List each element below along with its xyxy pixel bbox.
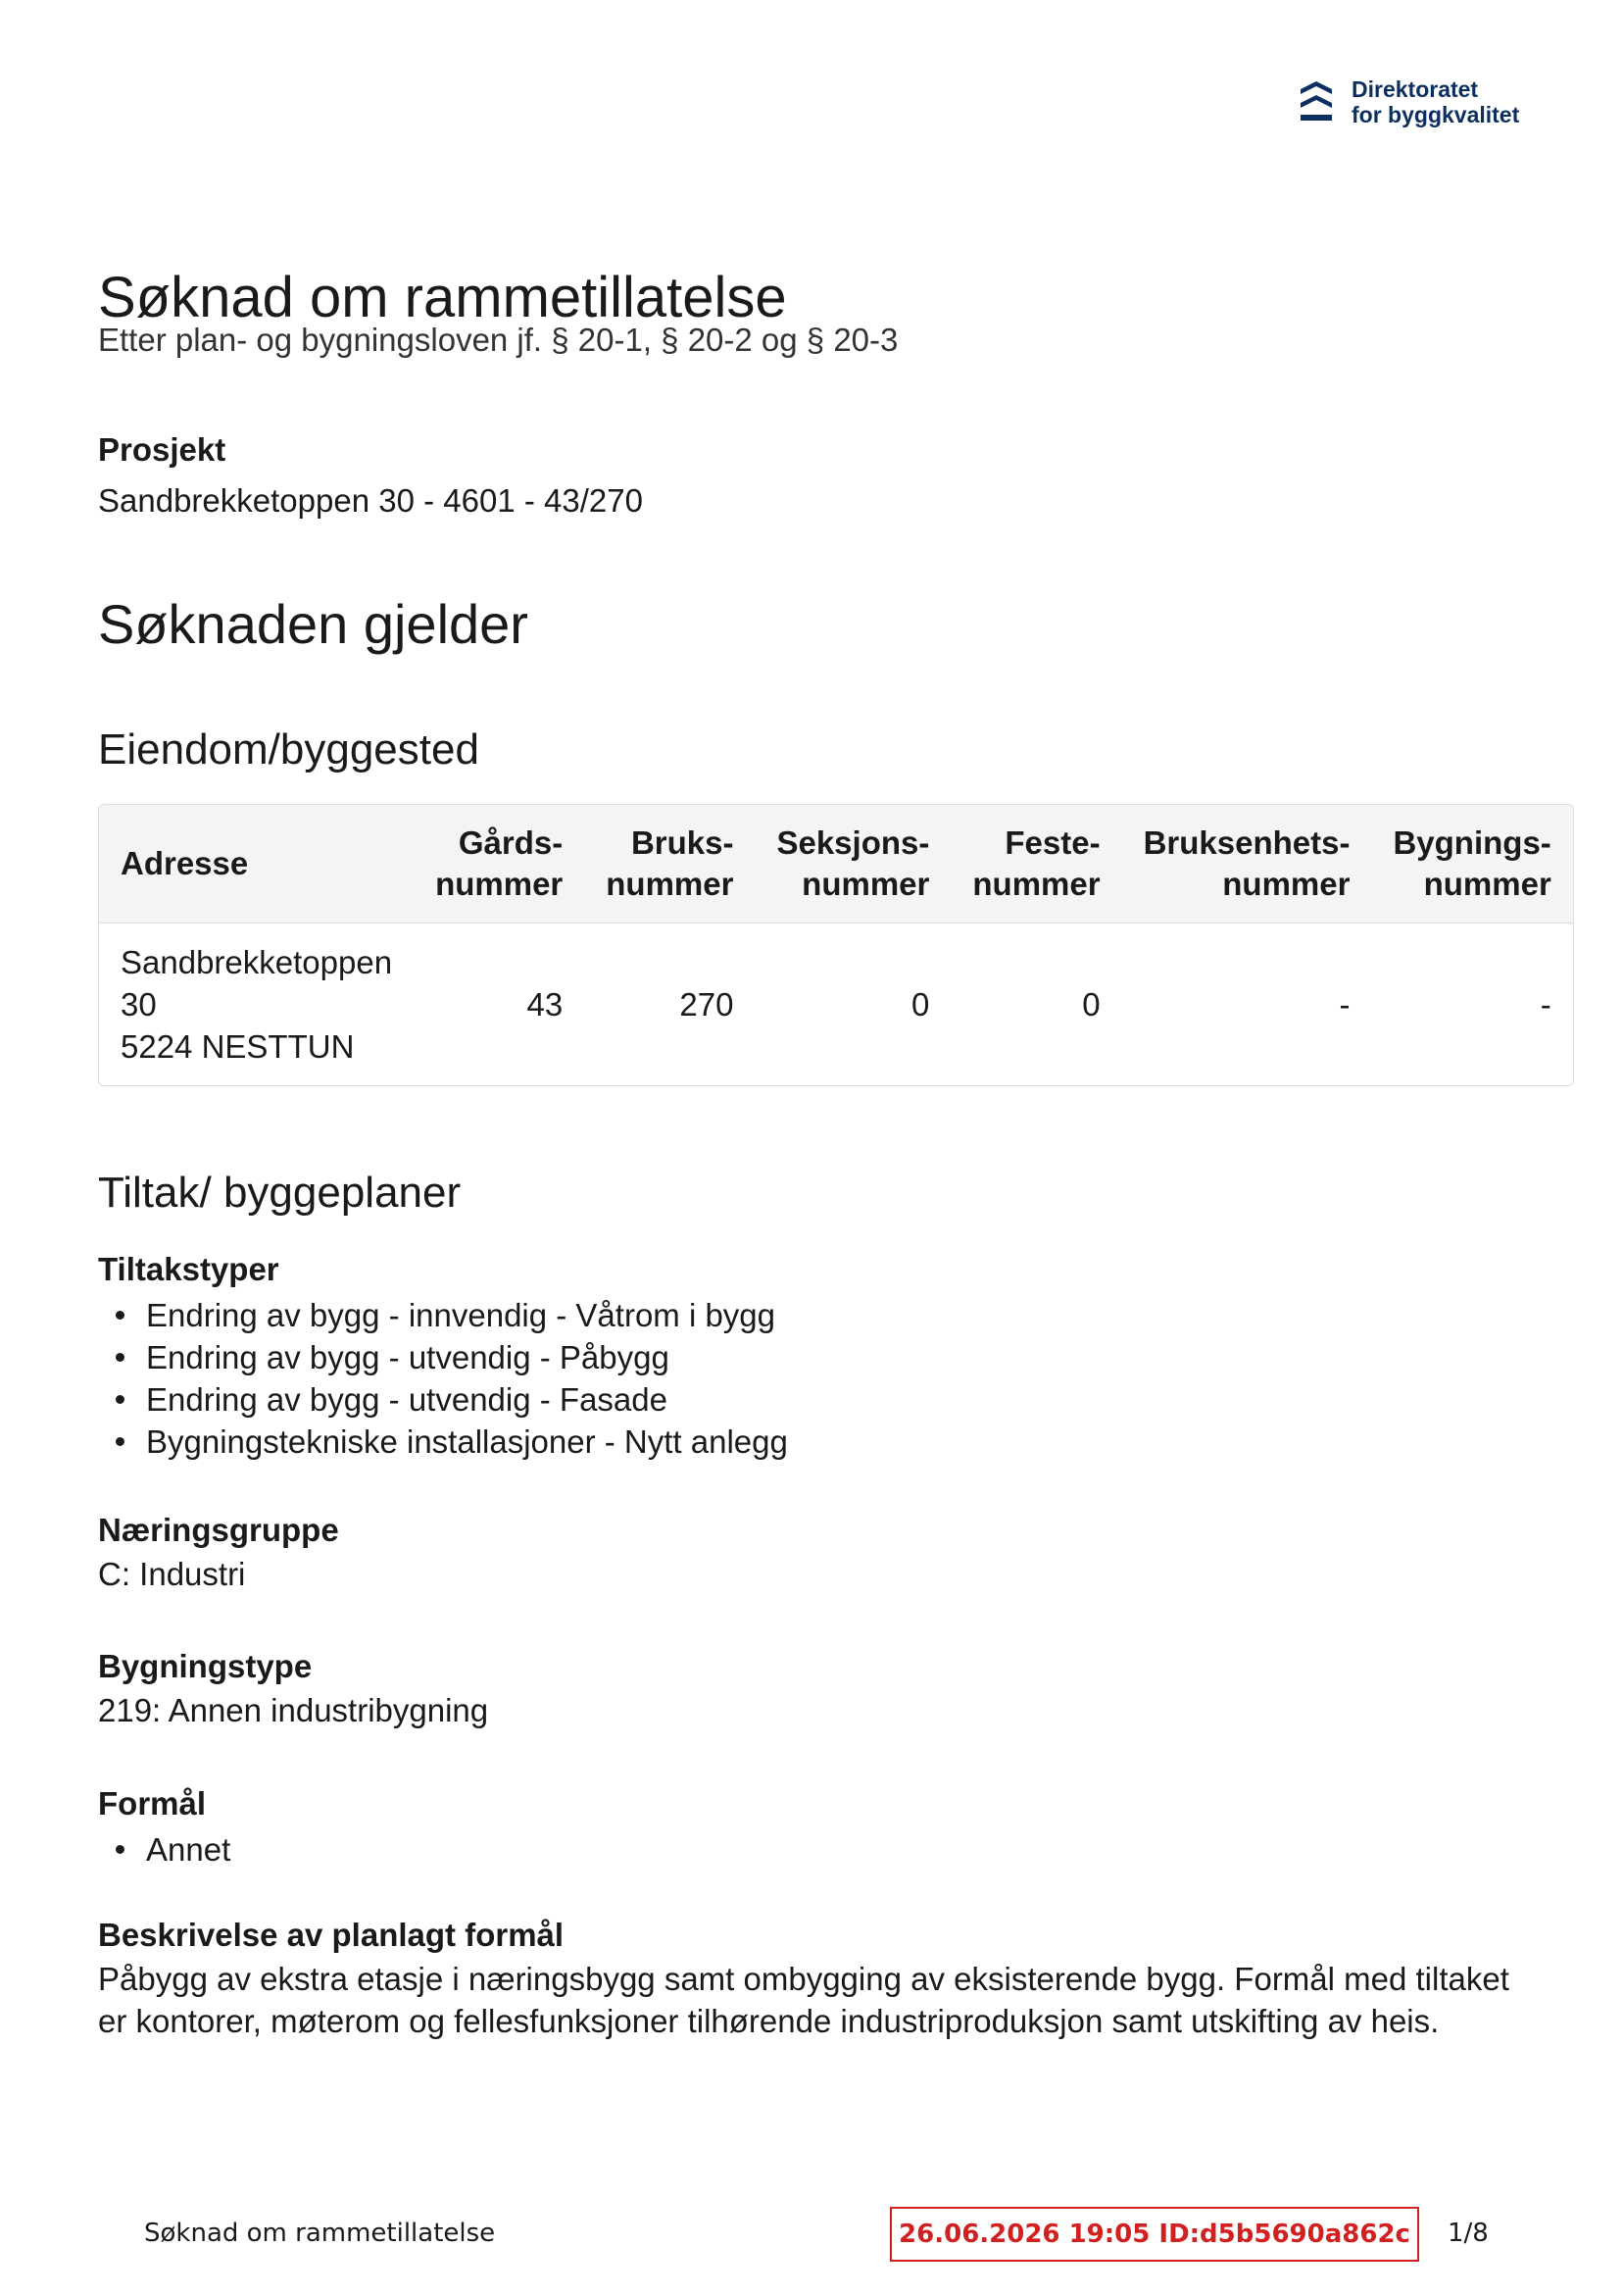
timestamp-id-stamp: 26.06.2026 19:05 ID:d5b5690a862c: [890, 2207, 1419, 2262]
bygningstype-value: 219: Annen industribygning: [98, 1692, 489, 1728]
project-value: Sandbrekketoppen 30 - 4601 - 43/270: [98, 482, 643, 519]
bygningstype-label: Bygningstype: [98, 1648, 313, 1684]
tiltakstyper-block: [98, 1251, 1533, 1463]
project-label: Prosjekt: [98, 431, 226, 468]
list-item: Endring av bygg - utvendig - Fasade: [146, 1378, 1533, 1421]
table-row: [99, 923, 1573, 1085]
property-table: [98, 804, 1574, 1086]
header-bygningsnummer: Bygnings- nummer: [1371, 805, 1572, 923]
logo-text: [1352, 76, 1519, 127]
list-item: Bygningstekniske installasjoner - Nytt anlegg: [146, 1421, 1533, 1463]
cell-bruksenhetsnummer: -: [1339, 986, 1351, 1023]
beskrivelse-value: Påbygg av ekstra etasje i næringsbygg samt ombygging av eksisterende bygg. Formål med tiltaket er kontorer, møterom og fellesfunksjoner tilhørende industriproduksjon samt utskifting av heis.: [98, 1961, 1509, 2039]
naeringsgruppe-value: C: Industri: [98, 1556, 246, 1592]
project-block: [98, 431, 643, 520]
cell-seksjonsnummer: 0: [911, 986, 930, 1023]
cell-bruksnummer: 270: [679, 986, 734, 1023]
list-item: Endring av bygg - innvendig - Våtrom i bygg: [146, 1294, 1533, 1336]
beskrivelse-block: [98, 1917, 1533, 2042]
document-title: Søknad om rammetillatelse: [98, 266, 787, 329]
header-festenummer: Feste- nummer: [951, 805, 1121, 923]
cell-address: Sandbrekketoppen 30 5224 NESTTUN: [121, 944, 393, 1065]
header-bruksnummer: Bruks- nummer: [584, 805, 755, 923]
formal-label: Formål: [98, 1785, 207, 1822]
formal-block: [98, 1785, 230, 1871]
dibk-logo-mark-icon: [1299, 79, 1334, 125]
tiltakstyper-label: Tiltakstyper: [98, 1251, 279, 1287]
section-title: Søknaden gjelder: [98, 593, 528, 655]
tiltak-title: Tiltak/ byggeplaner: [98, 1169, 462, 1217]
tiltakstyper-list: [98, 1294, 1533, 1463]
page-number: 1/8: [1448, 2219, 1489, 2248]
header-adresse: Adresse: [99, 805, 414, 923]
property-title: Eiendom/byggested: [98, 725, 479, 774]
cell-festenummer: 0: [1082, 986, 1101, 1023]
cell-gardsnummer: 43: [526, 986, 564, 1023]
formal-list: [98, 1828, 230, 1871]
cell-bygningsnummer: -: [1540, 986, 1551, 1023]
beskrivelse-label: Beskrivelse av planlagt formål: [98, 1917, 565, 1953]
header-seksjonsnummer: Seksjons- nummer: [755, 805, 951, 923]
logo-line-1: Direktoratet: [1352, 76, 1479, 102]
footer-doc-title: Søknad om rammetillatelse: [144, 2219, 496, 2248]
header-bruksenhetsnummer: Bruksenhets- nummer: [1122, 805, 1372, 923]
property-table-header-row: [99, 805, 1573, 923]
bygningstype-block: [98, 1648, 488, 1731]
header-gardsnummer: Gårds- nummer: [414, 805, 584, 923]
logo-line-2: for byggkvalitet: [1352, 102, 1520, 127]
list-item: Endring av bygg - utvendig - Påbygg: [146, 1336, 1533, 1378]
naeringsgruppe-block: [98, 1512, 339, 1595]
dibk-logo: [1299, 76, 1519, 127]
document-subtitle: Etter plan- og bygningsloven jf. § 20-1, § 20-2 og § 20-3: [98, 322, 899, 358]
naeringsgruppe-label: Næringsgruppe: [98, 1512, 339, 1548]
list-item: Annet: [146, 1828, 230, 1871]
